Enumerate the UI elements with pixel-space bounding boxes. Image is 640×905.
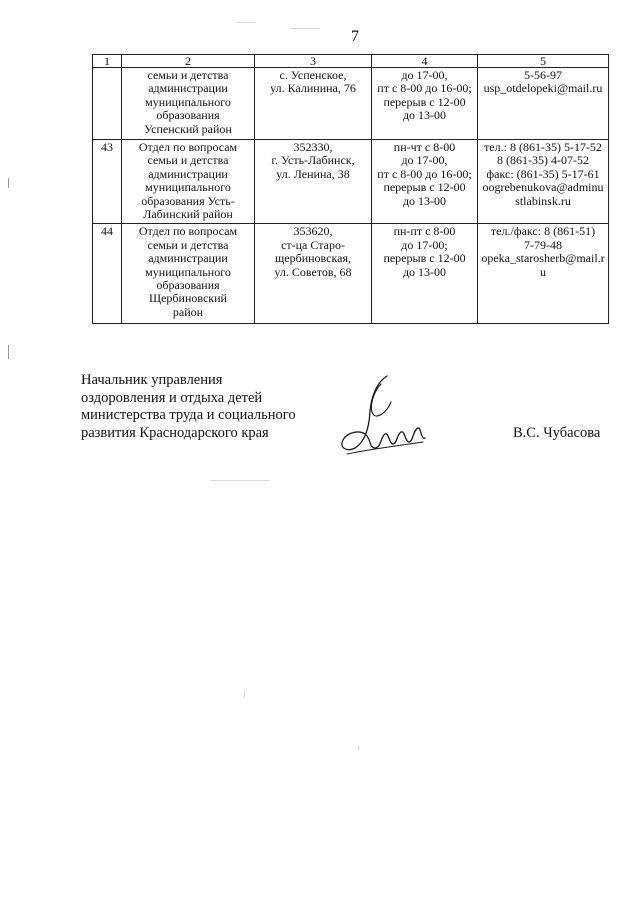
table-row	[93, 140, 609, 224]
cell-line: перерыв с 12-00	[383, 180, 466, 195]
email-text: usp_otdelopeki@mail.ru	[483, 81, 603, 96]
cell-line: пт с 8-00 до 16-00;	[377, 81, 472, 96]
cell-line: пт с 8-00 до 16-00;	[377, 166, 472, 181]
cell-line: образования	[156, 278, 220, 293]
signatory-name: В.С. Чубасова	[513, 425, 601, 441]
cell-line: администрации	[148, 166, 228, 181]
scan-artifact	[236, 22, 256, 23]
cell-line: перерыв с 12-00	[383, 94, 466, 109]
cell-line: тел./факс: 8 (861-51)	[490, 224, 596, 239]
cell-line: пн-пт с 8-00	[393, 224, 456, 239]
cell-line: до 17-00;	[401, 237, 448, 252]
cell-line: до 13-00	[402, 193, 447, 208]
cell-line: тел.: 8 (861-35) 5-17-52	[484, 140, 602, 154]
organization-cell	[122, 68, 255, 140]
cell-line: с. Успенское,	[279, 68, 347, 82]
handwritten-signature	[325, 372, 435, 472]
scan-artifact	[244, 690, 245, 698]
row-number-cell: 44	[93, 224, 122, 324]
cell-line: семьи и детства	[147, 68, 229, 82]
hours-cell	[372, 140, 478, 224]
organization-cell	[122, 140, 255, 224]
cell-line: образования Усть-	[141, 193, 235, 208]
contacts-cell	[478, 68, 609, 140]
scan-artifact	[210, 480, 270, 481]
table-row	[93, 68, 609, 140]
organization-cell	[122, 224, 255, 324]
signatory-title	[81, 372, 296, 442]
hours-cell	[372, 224, 478, 324]
table-row	[93, 224, 609, 324]
cell-line: до 13-00	[402, 108, 447, 123]
email-text: u	[540, 264, 546, 279]
cell-line: 8 (861-35) 4-07-52	[497, 153, 589, 168]
scan-artifact	[358, 745, 359, 751]
cell-line: до 17-00,	[401, 68, 448, 82]
cell-line: семьи и детства	[147, 153, 229, 168]
cell-line: Отдел по вопросам	[138, 140, 238, 154]
column-header: 3	[255, 55, 372, 68]
column-header: 1	[93, 55, 122, 68]
cell-line: муниципального	[145, 94, 231, 109]
page-number: 7	[351, 28, 359, 45]
cell-line: ул. Советов, 68	[274, 264, 352, 279]
cell-line: пн-чт с 8-00	[393, 140, 456, 154]
cell-line: Лабинский район	[143, 207, 233, 222]
signatory-title-line: оздоровления и отдыха детей	[81, 389, 263, 406]
address-cell	[255, 224, 372, 324]
address-cell	[255, 140, 372, 224]
cell-line: администрации	[148, 81, 228, 96]
cell-line: 353620,	[293, 224, 333, 239]
cell-line: образования	[156, 108, 220, 123]
cell-line: семьи и детства	[147, 237, 229, 252]
address-cell	[255, 68, 372, 140]
cell-line: администрации	[148, 251, 228, 266]
cell-line: 5-56-97	[524, 68, 562, 82]
scan-artifact	[290, 28, 320, 29]
email-text: opeka_starosherb@mail.r	[481, 251, 605, 266]
email-text: oogrebenukova@adminu	[482, 180, 604, 195]
cell-line: ул. Калинина, 76	[270, 81, 356, 96]
row-number-cell	[93, 68, 122, 140]
signatory-title-line: министерства труда и социального	[81, 407, 296, 423]
table-header-row	[93, 55, 609, 68]
cell-line: Щербиновский	[149, 291, 227, 306]
cell-line: Отдел по вопросам	[138, 224, 238, 239]
cell-line: до 17-00,	[401, 153, 448, 168]
cell-line: муниципального	[145, 264, 231, 279]
cell-line: муниципального	[145, 180, 231, 195]
scan-artifact	[8, 345, 9, 359]
cell-line: щербиновская,	[275, 251, 351, 266]
scan-artifact	[8, 178, 9, 188]
signatory-title-line: Начальник управления	[81, 372, 223, 388]
cell-line: район	[172, 304, 204, 319]
cell-line: до 13-00	[402, 264, 447, 279]
cell-line: ст-ца Старо-	[281, 237, 345, 252]
cell-line: 7-79-48	[524, 237, 562, 252]
column-header: 4	[372, 55, 478, 68]
cell-line: Успенский район	[144, 121, 232, 136]
email-text: stlabinsk.ru	[515, 193, 571, 208]
hours-cell	[372, 68, 478, 140]
column-header: 2	[122, 55, 255, 68]
offices-table	[92, 54, 609, 324]
signatory-title-line: развития Краснодарского края	[81, 424, 269, 441]
contacts-cell	[478, 224, 609, 324]
cell-line: перерыв с 12-00	[383, 251, 466, 266]
cell-line: факс: (861-35) 5-17-61	[486, 166, 600, 181]
column-header: 5	[478, 55, 609, 68]
row-number-cell: 43	[93, 140, 122, 224]
cell-line: ул. Ленина, 38	[276, 166, 350, 181]
cell-line: г. Усть-Лабинск,	[271, 153, 355, 168]
cell-line: 352330,	[293, 140, 333, 154]
contacts-cell	[478, 140, 609, 224]
